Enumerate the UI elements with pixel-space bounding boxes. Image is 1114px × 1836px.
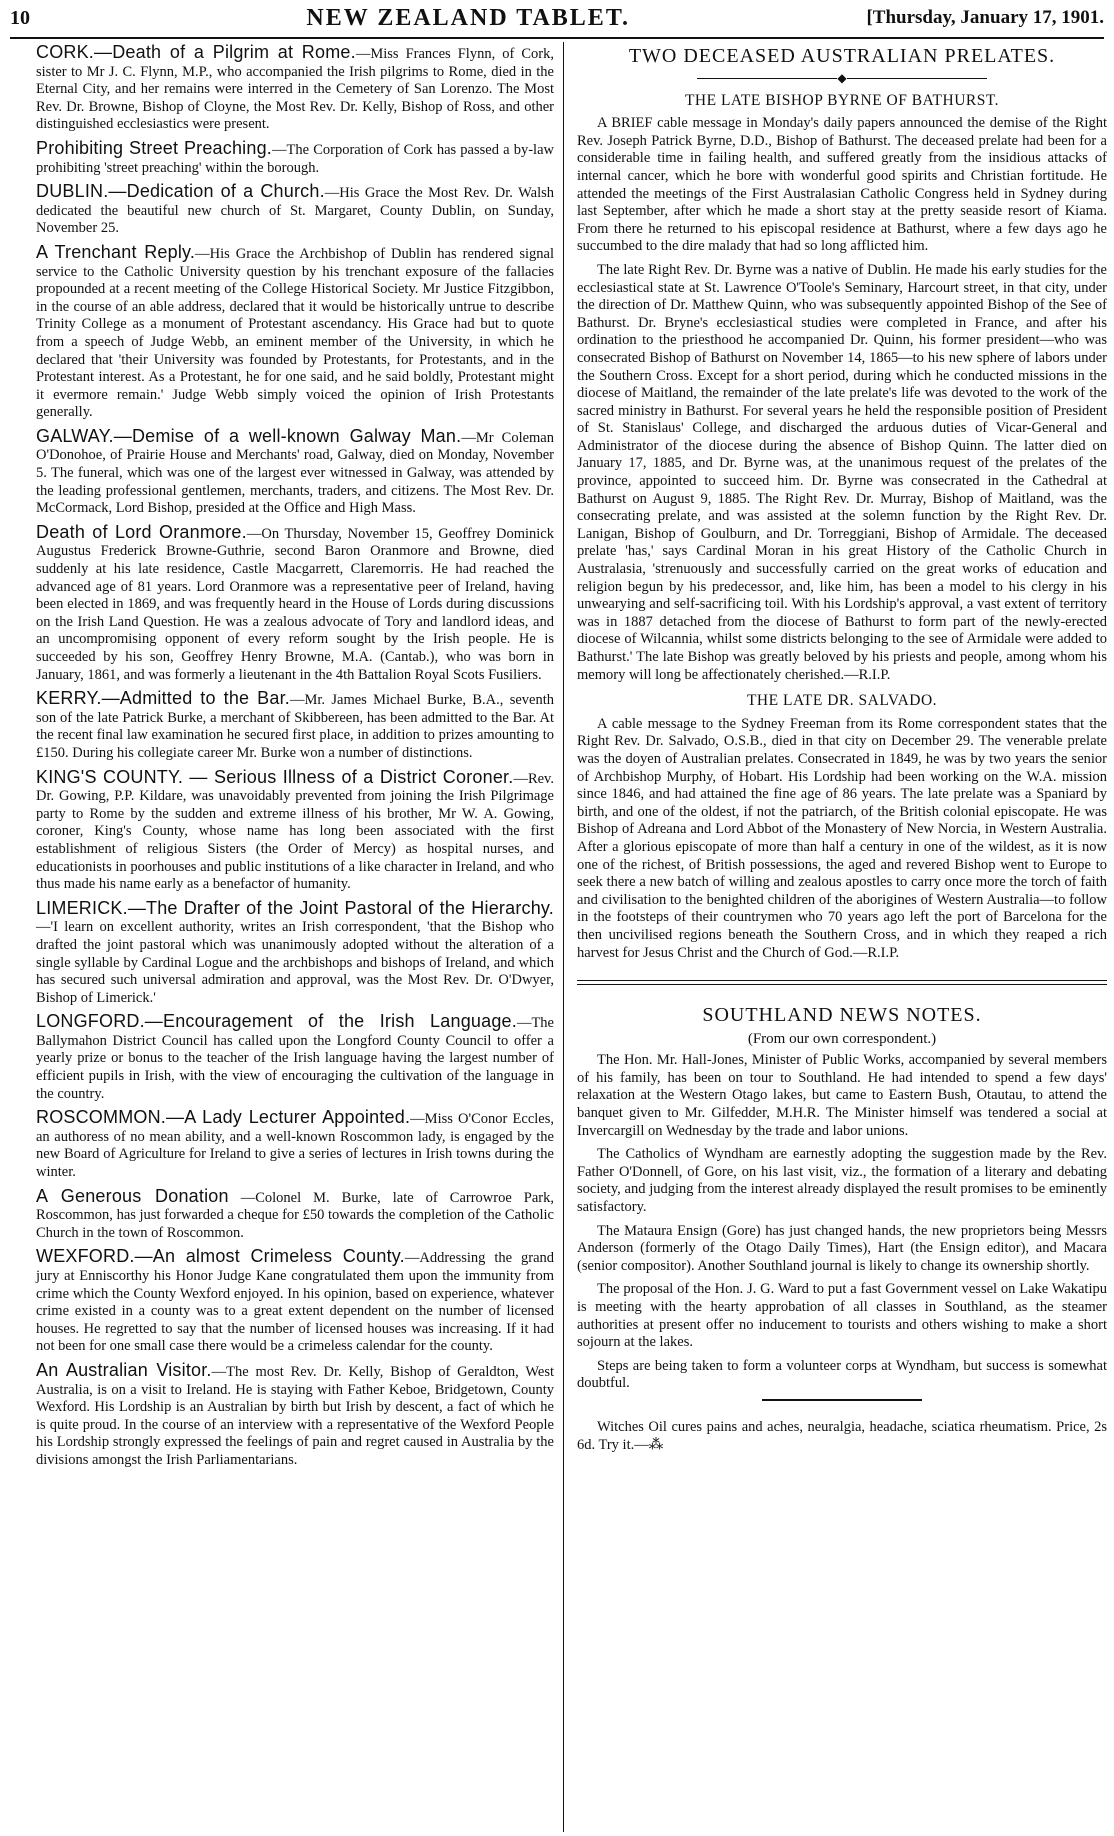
item-body: —Mr Coleman O'Donohoe, of Prairie House and Merchants' road, Galway, died on Monday, November 5. The funeral, which was one of the largest ever witnessed in Galway, was attended by the leading professional gentlemen, merchants, traders, and citizens. The Most Rev. Dr. McCormack, Lord Bishop, presided at the Office and High Mass. — [36, 429, 554, 517]
article-paragraph: The late Right Rev. Dr. Byrne was a native of Dublin. He made his early studies for the ecclesiastical state at St. Lawrence O'Toole's Seminary, Harcourt street, in that city, under the direction of Dr. Matthew Quinn, who was subsequently appointed Bishop of the See of Bathurst. Dr. Bryne's ecclesiastical studies were completed in France, and after his ordination to the priesthood he accompanied Dr. Quinn, his former president—who was consecrated Bishop of Bathurst on November 14, 1865—to his new sphere of labors under the Southern Cross. Except for a short period, during which he conducted missions in the diocese of Maitland, the remainder of the late prelate's life was devoted to the work of the sacred ministry in Bathurst. For several years he held the responsible position of President of St. Stanislaus' College, and discharged the arduous duties of Vicar-General and Administrator of the diocese during the absence of Bishop Quinn. The latter died on January 17, 1885, and Dr. Byrne was, at the unanimous request of the prelates of the province, appointed to succeed him. Dr. Byrne was consecrated in the Cathedral at Bathurst on August 9, 1885. The Right Rev. Dr. Murray, Bishop of Maitland, was the consecrating prelate, and was assisted at the solemn function by the Right Rev. Dr. Lanigan, Bishop of Goulburn, and Dr. Torreggiani, Bishop of Armidale. The deceased prelate 'has,' says Cardinal Moran in his great History of the Catholic Church in Australasia, 'strenuously and successfully carried on the great works of education and religion begun by his predecessor, and, like him, has been a model to his clergy in his unwearying and self-sacrificing toil. With his Lordship's approval, a vast extent of territory was in 1887 detached from the diocese of Bathurst to form part of the newly-erected diocese of Wilcannia, whilst some districts belonging to the see of Armidale were added to Bathurst.' The late Bishop was greatly beloved by his priests and people, among whom his memory will long be affectionately cherished.—R.I.P. — [577, 261, 1107, 683]
item-body: —Miss Frances Flynn, of Cork, sister to Mr J. C. Flynn, M.P., who accompanied the Irish pilgrims to Rome, died in the Eternal City, and her remains were interred in the Cemetery of San Lorenzo. The Most Rev. Dr. Browne, Bishop of Cloyne, the Most Rev. Dr. Kelly, Bishop of Ross, and other distinguished ecclesiastics were present. — [36, 46, 554, 133]
prelates-section-title: TWO DECEASED AUSTRALIAN PRELATES. — [628, 45, 1056, 67]
article-paragraph: The Hon. Mr. Hall-Jones, Minister of Public Works, accompanied by several members of his family, has been on tour to Southland. He had intended to spend a few days' relaxation at the Western Otago lakes, but came to Eastern Bush, Otautau, to attend the banquet given to Mr. Gilfedder, M.H.R. The Minister himself was tendered a social at Invercargill on Wednesday by the trade and labor unions. — [577, 1052, 1107, 1139]
right-column — [577, 44, 1107, 1460]
item-heading: An Australian Visitor. — [36, 1359, 212, 1380]
article-paragraph: The Catholics of Wyndham are earnestly adopting the suggestion made by the Rev. Father O'Donnell, of Gore, on his last visit, viz., the formation of a literary and debating society, and judging from the interest already displayed the result promises to be eminently satisfactory. — [577, 1146, 1107, 1216]
item-heading: KING'S COUNTY. — Serious Illness of a District Coroner. — [36, 766, 514, 787]
news-item — [36, 1185, 554, 1243]
item-body: —The most Rev. Dr. Kelly, Bishop of Geraldton, West Australia, is on a visit to Ireland. He is staying with Father Keboe, Bridgetown, County Wexford. His Lordship is an Australian by birth but Irish by descent, a fact of which he is quite proud. In the course of an interview with a representative of the Wexford People his Lordship strongly expressed the feelings of pain and regret caused in Australia by the divisions amongst the Irish Parliamentarians. — [36, 1363, 554, 1468]
item-heading: WEXFORD.—An almost Crimeless County. — [36, 1246, 405, 1267]
item-heading: LIMERICK.—The Drafter of the Joint Pastoral of the Hierarchy. — [36, 897, 554, 918]
section-divider — [577, 980, 1107, 985]
item-heading: A Trenchant Reply. — [36, 241, 196, 262]
news-item — [36, 44, 554, 134]
newspaper-title: NEW ZEALAND TABLET. — [306, 4, 631, 31]
news-item — [36, 897, 554, 1008]
article-paragraph: Steps are being taken to form a volunteer corps at Wyndham, but success is somewhat doubtful. — [577, 1357, 1107, 1392]
news-item — [36, 1248, 554, 1356]
news-item — [36, 137, 554, 177]
item-body: —His Grace the Most Rev. Dr. Walsh dedicated the beautiful new church of St. Margaret, County Dublin, on Sunday, November 25. — [36, 185, 554, 237]
masthead-rule — [10, 37, 1104, 39]
news-item — [36, 1013, 554, 1103]
item-heading: ROSCOMMON.—A Lady Lecturer Appointed. — [36, 1107, 411, 1128]
article-paragraph: The proposal of the Hon. J. G. Ward to put a fast Government vessel on Lake Wakatipu is meeting with the hearty approbation of all classes in Southland, as the steamer authorities at present offer no inducement to tourists and others wishing to make a short sojourn at the lakes. — [577, 1281, 1107, 1351]
item-body: —Addressing the grand jury at Enniscorthy his Honor Judge Kane congratulated them upon the immunity from crime which the County Wexford enjoyed. In his opinion, based on experience, whatever crime existed in a county was to a great extent dependent on the number of licensed houses. He regretted to say that the number of licensed houses was increasing. If it had not been for one small case there would be a crimeless calendar for the county. — [36, 1250, 555, 1355]
article-paragraph: The Mataura Ensign (Gore) has just changed hands, the new proprietors being Messrs Anderson (formerly of the Otago Daily Times), Hart (the Ensign editor), and Macara (senior compositor). Another Southland journal is likely to change its ownership shortly. — [577, 1222, 1107, 1274]
item-heading: Death of Lord Oranmore. — [36, 521, 247, 542]
article-paragraph: A cable message to the Sydney Freeman from its Rome correspondent states that the Right Rev. Dr. Salvado, O.S.B., died in that city on December 29. The venerable prelate was the doyen of Australian prelates. Consecrated in 1849, he was by two years the senior of Archbishop Murphy, of Hobart. His Lordship had been working on the W.A. mission since 1846, and had attained the fine age of 86 years. The late prelate was a Spaniard by birth, and one of the oldest, if not the patriarch, of the British colonial episcopate. He was Bishop of Adreana and Lord Abbot of the Monastery of New Norcia, in Western Australia. After a glorious episcopate of more than half a century in one of the wildest, as it is now one of the richest, of British possessions, the aged and revered Bishop went to Europe to seek there a new batch of willing and zealous apostles to carry once more the torch of faith and civilisation to the benighted children of the aborigines of Western Australia—to follow in the footsteps of their countrymen who 70 years ago left the port of Barcelona for the then uncivilised regions beneath the Southern Cross, and in which they reaped a rich harvest for Jesus Christ and the Church of God.—R.I.P. — [577, 715, 1107, 961]
column-divider — [563, 42, 564, 1832]
item-body: —'I learn on excellent authority, writes an Irish correspondent, 'that the Bishop who drafted the joint pastoral which was unanimously adopted without the alteration of a single syllable by Cardinal Logue and the archbishops and bishops of Ireland, and which has secured such universal admiration and approval, was the Most Rev. Dr. O'Dwyer, Bishop of Limerick.' — [36, 919, 554, 1006]
southland-section-title: SOUTHLAND NEWS NOTES. — [702, 1004, 982, 1027]
news-item — [36, 690, 554, 762]
news-item — [36, 425, 554, 518]
item-body: —Miss O'Conor Eccles, an authoress of no mean ability, and a well-known Roscommon lady, is engaged by the new Board of Agriculture for Ireland to give a series of lectures in Irish towns during the winter. — [36, 1111, 554, 1181]
item-body: —Rev. Dr. Gowing, P.P. Kildare, was unavoidably prevented from joining the Irish Pilgrimage party to Rome by the sudden and extreme illness of his brother, Mr W. A. Gowing, coroner, King's County, whose name has long been associated with the first establishment of religious Sisters (the Order of Mercy) as hospital nurses, and educationists in poorhouses and public institutions of a like character in Ireland, and who thus made his name early as a benefactor of humanity. — [36, 770, 554, 893]
byrne-subheading: THE LATE BISHOP BYRNE OF BATHURST. — [684, 91, 1000, 109]
news-item — [36, 1109, 554, 1181]
ad-divider — [762, 1399, 922, 1401]
item-body: —On Thursday, November 15, Geoffrey Dominick Augustus Frederick Browne-Guthrie, second Baron Oranmore and Browne, died suddenly at his late residence, Castle Macgarrett, Claremorris. He had reached the advanced age of 81 years. Lord Oranmore was a representative peer of Ireland, having been elected in 1869, and was frequently heard in the House of Lords during discussions on the Irish Land Question. He was a zealous advocate of Tory and landlord ideas, and an uncompromising opponent of every reform sought by the Irish people. He is succeeded by his son, Geoffrey Henry Browne, M.A. (Cantab.), who was born in January, 1861, and was formerly a lieutenant in the 4th Battalion Royal Scots Fusiliers. — [36, 525, 554, 683]
item-heading: A Generous Donation — [36, 1185, 229, 1206]
item-heading: DUBLIN.—Dedication of a Church. — [36, 181, 325, 202]
news-item — [36, 1359, 554, 1470]
item-body: —His Grace the Archbishop of Dublin has rendered signal service to the Catholic University question by his trenchant exposure of the fallacies propounded at a recent meeting of the College Historical Society. Mr Justice Fitzgibbon, in the course of an able address, declared that it would be historically untrue to describe Trinity College as a monument of Protestant ascendancy. His Grace had but to quote from a speech of Judge Webb, an eminent member of the University, in which he declared that 'their University was founded by Protestants, for Protestants, and in the Protestant interest. As a Protestant, he for one said, and he said boldly, Protestant might it evermore remain.' Judge Webb simply voiced the opinion of Irish Protestants generally. — [36, 245, 554, 421]
item-heading: LONGFORD.—Encouragement of the Irish Language. — [36, 1011, 517, 1032]
item-heading: KERRY.—Admitted to the Bar. — [36, 688, 290, 709]
item-heading: CORK.—Death of a Pilgrim at Rome. — [36, 42, 356, 62]
left-column — [36, 44, 554, 1476]
article-paragraph: A BRIEF cable message in Monday's daily papers announced the demise of the Right Rev. Joseph Patrick Byrne, D.D., Bishop of Bathurst. The deceased prelate had been for a considerable time in failing health, and suffered greatly from the insidious attacks of internal cancer, which he bore with wonderful good spirits and Christian fortitude. He attended the meetings of the First Australasian Catholic Congress held in Sydney during last September, after which he made a short stay at the pretty seaside resort of Kiama. From there he returned to his episcopal residence at Bathurst, where a few days ago he succumbed to the dire malady that had so long afflicted him. — [577, 115, 1107, 255]
item-heading: GALWAY.—Demise of a well-known Galway Man. — [36, 425, 462, 446]
item-heading: Prohibiting Street Preaching. — [36, 137, 272, 158]
advertisement: Witches Oil cures pains and aches, neuralgia, headache, sciatica rheumatism. Price, 2s 6d. Try it.—⁂ — [577, 1418, 1107, 1453]
issue-date: [Thursday, January 17, 1901. — [866, 7, 1104, 28]
page-number: 10 — [10, 6, 30, 29]
correspondent-line: (From our own correspondent.) — [747, 1030, 937, 1047]
item-body: —The Ballymahon District Council has called upon the Longford County Council to offer a yearly prize or bonus to the teacher of the Irish language having the largest number of efficient pupils in Irish, with the view of encouraging the cultivation of the language in the country. — [36, 1015, 554, 1102]
item-body: —The Corporation of Cork has passed a by-law prohibiting 'street preaching' within the borough. — [36, 141, 554, 176]
salvado-subheading: THE LATE DR. SALVADO. — [746, 692, 938, 710]
item-body: —Colonel M. Burke, late of Carrowroe Park, Roscommon, has just forwarded a cheque for £50 towards the completion of the Catholic Church in the town of Roscommon. — [36, 1189, 554, 1241]
masthead — [10, 0, 1104, 36]
item-body: —Mr. James Michael Burke, B.A., seventh son of the late Patrick Burke, a merchant of Skibbereen, has been admitted to the Bar. At the recent final law examination he secured first place, in addition to prizes amounting to £150. During his collegiate career Mr. Burke won a number of distinctions. — [36, 692, 554, 761]
ornamental-rule: ◆ — [577, 72, 1107, 84]
news-item — [36, 241, 554, 422]
news-item — [36, 183, 554, 238]
news-item — [36, 766, 554, 894]
news-item — [36, 521, 554, 684]
